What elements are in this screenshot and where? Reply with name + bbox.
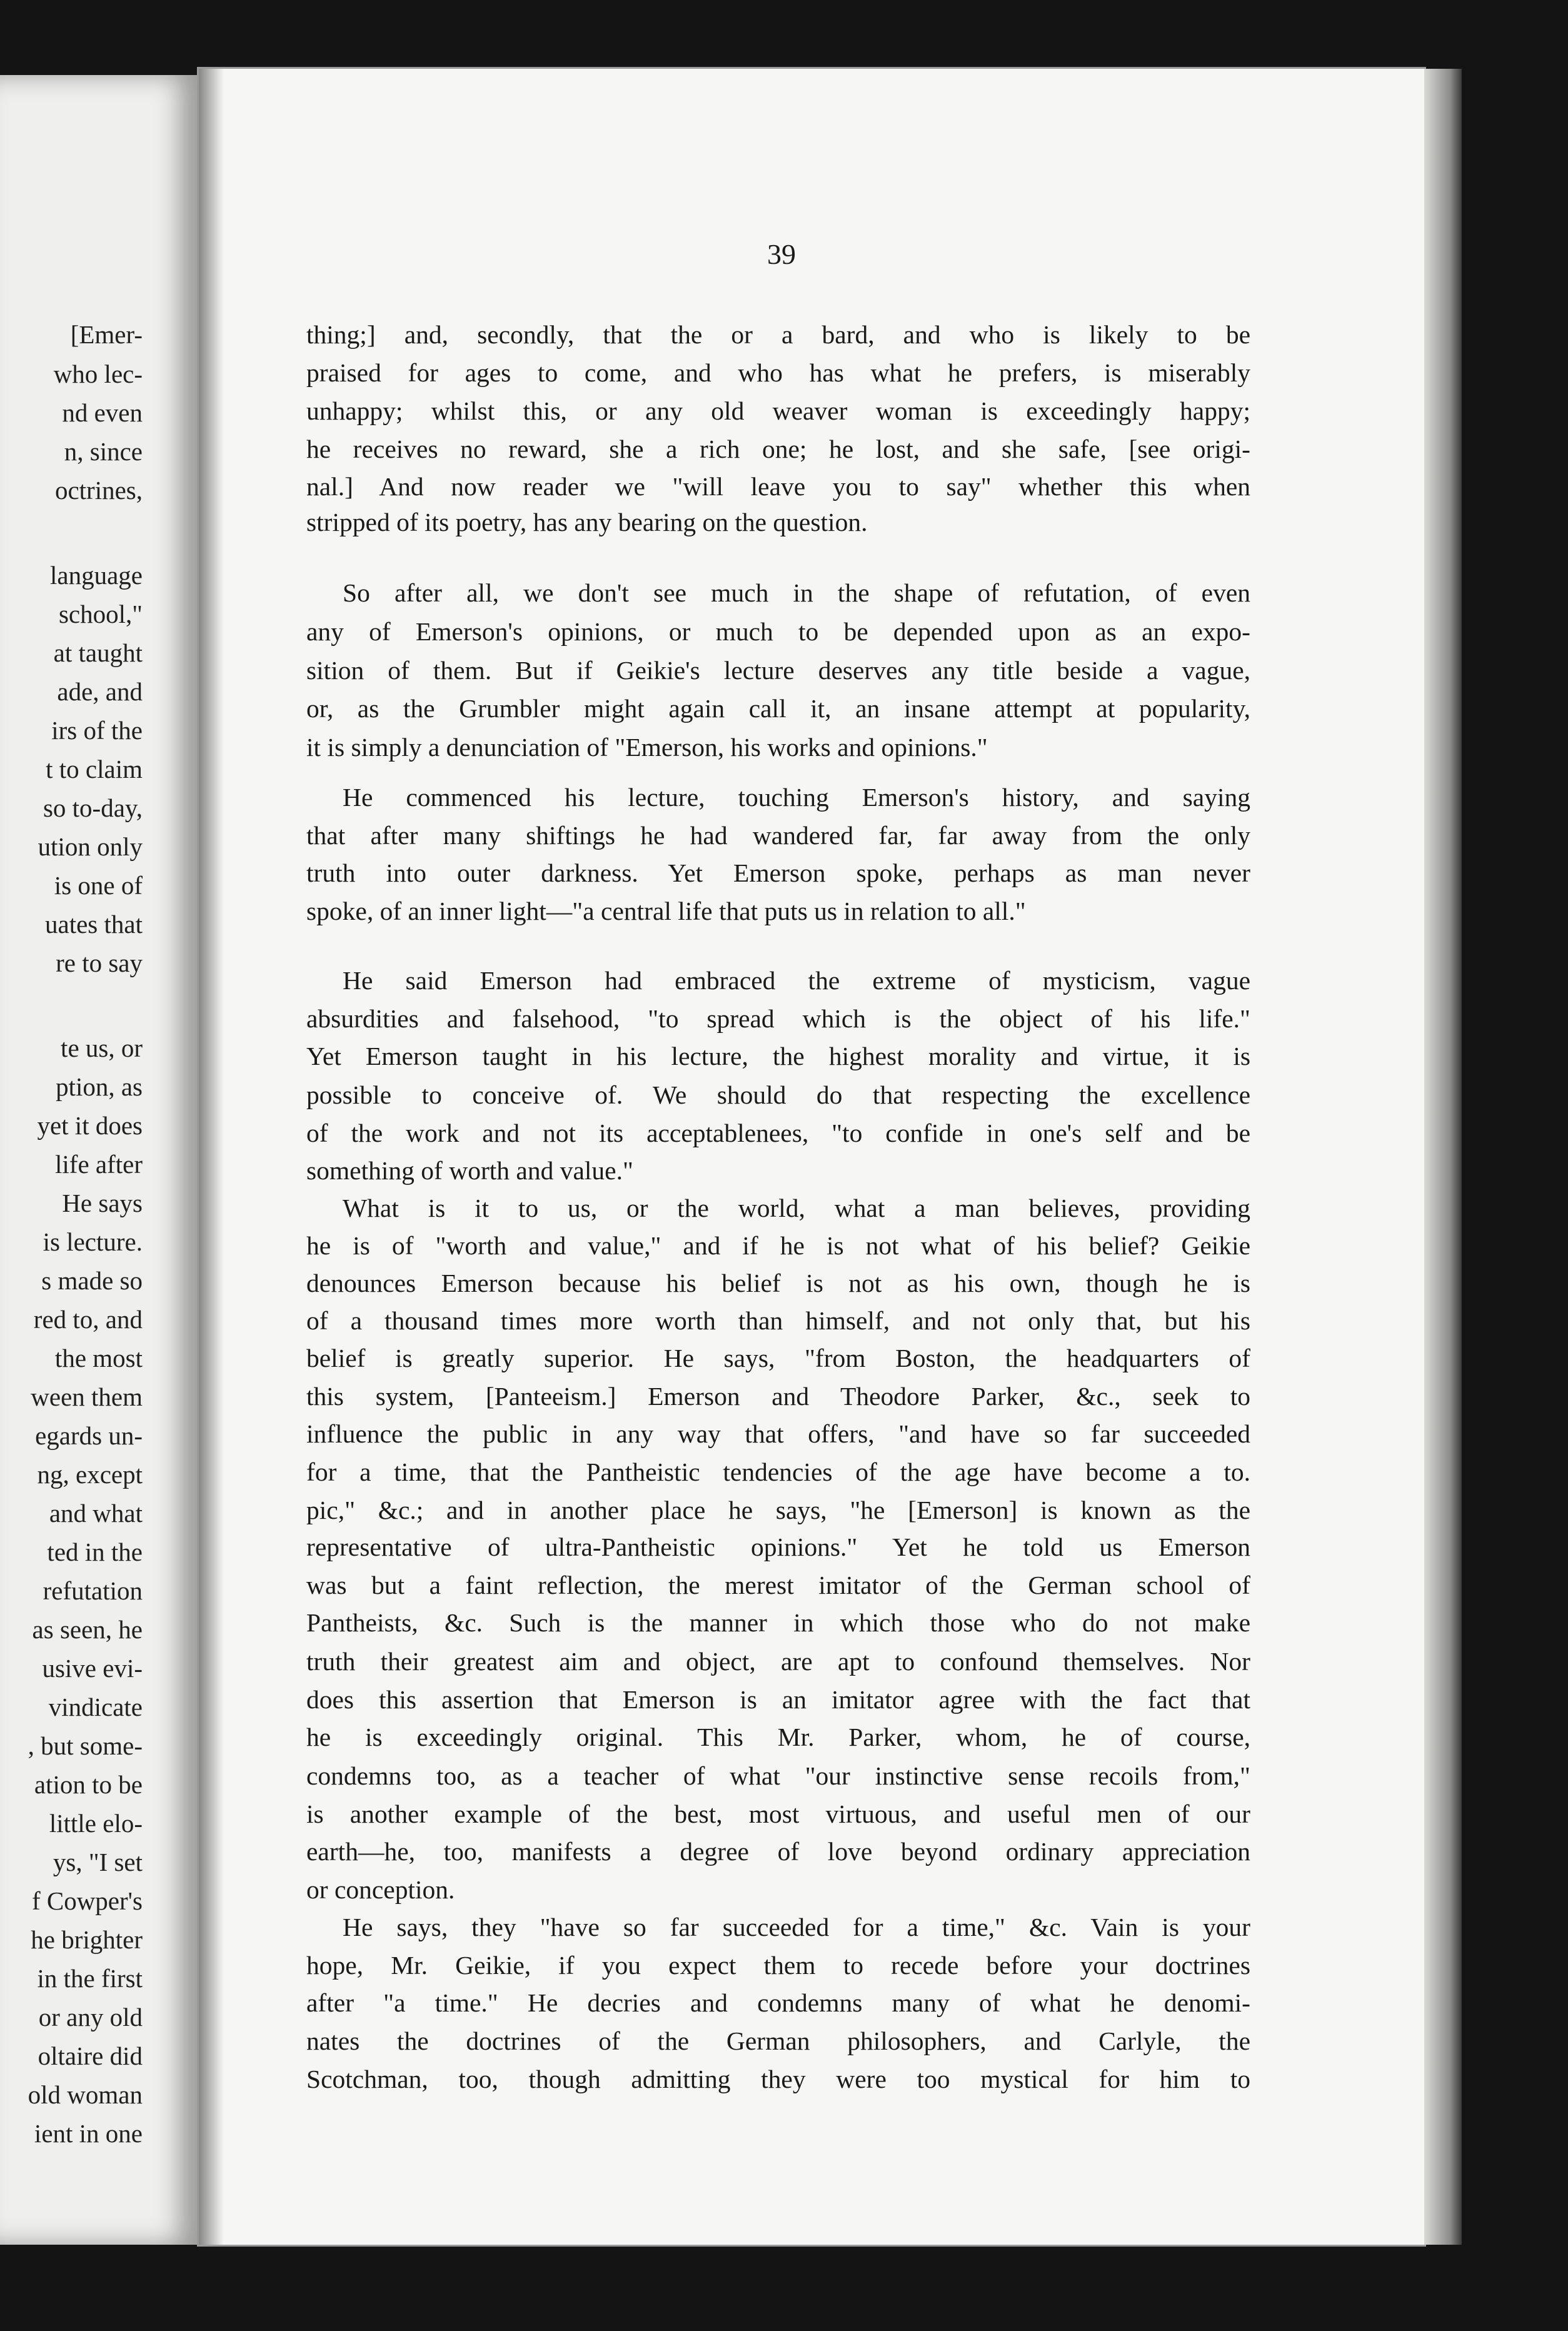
text-line: Scotchman, too, though admitting they were too mystical for him to [306, 2065, 1250, 2093]
text-line: possible to conceive of. We should do that respecting the excellence [306, 1080, 1250, 1109]
text-line: stripped of its poetry, has any bearing on the question. [306, 508, 868, 536]
text-line: What is it to us, or the world, what a man believes, providing [343, 1194, 1250, 1222]
text-line: thing;] and, secondly, that the or a bard, and who is likely to be [306, 320, 1250, 349]
text-line: He said Emerson had embraced the extreme of mysticism, vague [343, 966, 1250, 995]
left-page-line: vindicate [48, 1693, 143, 1721]
left-page-line: refutation [43, 1576, 143, 1605]
text-line: representative of ultra-Pantheistic opinions." Yet he told us Emerson [306, 1533, 1250, 1561]
left-page-line: re to say [56, 949, 143, 977]
text-line: Pantheists, &c. Such is the manner in which those who do not make [306, 1608, 1250, 1637]
text-line: that after many shiftings he had wandered far, far away from the only [306, 821, 1250, 850]
left-page-line: He says [62, 1189, 143, 1217]
left-page-line: ween them [31, 1382, 143, 1411]
left-page-line: egards un- [35, 1421, 143, 1450]
text-line: Yet Emerson taught in his lecture, the highest morality and virtue, it is [306, 1042, 1250, 1070]
text-line: condemns too, as a teacher of what "our instinctive sense recoils from," [306, 1761, 1250, 1790]
text-line: of the work and not its acceptablenees, "to confide in one's self and be [306, 1119, 1250, 1147]
text-line: absurdities and falsehood, "to spread which is the object of his life." [306, 1004, 1250, 1033]
left-page-line: in the first [37, 1964, 143, 1993]
page-edge [1424, 69, 1462, 2245]
text-line: denounces Emerson because his belief is not as his own, though he is [306, 1269, 1250, 1297]
left-page-line: life after [55, 1150, 143, 1179]
text-line: He says, they "have so far succeeded for a time," &c. Vain is your [343, 1913, 1250, 1941]
left-page-line: , but some- [28, 1731, 143, 1760]
left-page-line: at taught [53, 638, 143, 667]
left-page-line: ade, and [57, 677, 143, 706]
left-page-line: ation to be [34, 1770, 143, 1799]
left-page-line: red to, and [33, 1305, 143, 1334]
text-line: he receives no reward, she a rich one; he lost, and she safe, [see origi- [306, 435, 1250, 463]
text-line: or conception. [306, 1875, 455, 1904]
left-page-line: usive evi- [42, 1654, 143, 1683]
text-line: it is simply a denunciation of "Emerson, his works and opinions." [306, 733, 988, 762]
text-line: pic," &c.; and in another place he says, "he [Emerson] is known as the [306, 1496, 1250, 1524]
left-page-line: n, since [64, 437, 143, 466]
page-number: 39 [767, 238, 796, 270]
text-line: truth into outer darkness. Yet Emerson spoke, perhaps as man never [306, 858, 1250, 887]
text-line: he is exceedingly original. This Mr. Parker, whom, he of course, [306, 1723, 1250, 1751]
text-line: or, as the Grumbler might again call it, an insane attempt at popularity, [306, 694, 1250, 723]
text-line: hope, Mr. Geikie, if you expect them to recede before your doctrines [306, 1951, 1250, 1980]
text-line: sition of them. But if Geikie's lecture deserves any title beside a vague, [306, 656, 1250, 685]
text-line: influence the public in any way that offers, "and have so far succeeded [306, 1419, 1250, 1448]
left-page-line: little elo- [49, 1809, 143, 1838]
text-line: unhappy; whilst this, or any old weaver woman is exceedingly happy; [306, 396, 1250, 425]
left-page-line: nd even [62, 398, 143, 427]
text-line: does this assertion that Emerson is an imitator agree with the fact that [306, 1685, 1250, 1714]
left-page-line: s made so [41, 1266, 143, 1295]
left-page-line: the most [54, 1344, 143, 1372]
text-line: truth their greatest aim and object, are apt to confound themselves. Nor [306, 1647, 1250, 1676]
left-page-line: yet it does [37, 1111, 143, 1140]
left-page-line: [Emer- [70, 320, 143, 349]
left-page-line: ted in the [47, 1538, 143, 1566]
text-line: something of worth and value." [306, 1156, 633, 1185]
left-page-line: who lec- [53, 360, 143, 388]
text-line: belief is greatly superior. He says, "from Boston, the headquarters of [306, 1344, 1250, 1372]
left-page-line: is lecture. [43, 1227, 143, 1256]
left-page-line: ution only [38, 832, 143, 861]
text-line: for a time, that the Pantheistic tendencies of the age have become a to. [306, 1458, 1250, 1486]
left-page-line: school," [58, 600, 143, 628]
left-page-line: ng, except [37, 1460, 143, 1489]
text-line: he is of "worth and value," and if he is not what of his belief? Geikie [306, 1231, 1250, 1260]
left-page-line: ption, as [56, 1072, 143, 1101]
left-page-line: octrines, [54, 476, 143, 505]
text-line: praised for ages to come, and who has what he prefers, is miserably [306, 358, 1250, 387]
left-page-line: is one of [54, 871, 143, 900]
book-gutter [199, 69, 224, 2245]
left-page-line: so to-day, [43, 793, 143, 822]
left-page-line: uates that [45, 910, 143, 939]
text-line: earth—he, too, manifests a degree of love beyond ordinary appreciation [306, 1837, 1250, 1866]
left-page-line: old woman [28, 2080, 143, 2109]
left-page-line: t to claim [46, 755, 143, 783]
left-page-line: f Cowper's [31, 1886, 143, 1915]
left-page-line: ient in one [34, 2119, 143, 2148]
left-page-line: te us, or [61, 1034, 143, 1062]
left-page-line: he brighter [31, 1925, 143, 1954]
text-line: any of Emerson's opinions, or much to be depended upon as an expo- [306, 617, 1250, 646]
left-page [0, 75, 199, 2245]
left-page-line: oltaire did [38, 2042, 143, 2070]
left-page-line: and what [49, 1499, 143, 1528]
text-line: this system, [Panteeism.] Emerson and Theodore Parker, &c., seek to [306, 1382, 1250, 1411]
text-line: So after all, we don't see much in the shape of refutation, of even [343, 578, 1250, 607]
left-page-line: language [50, 561, 143, 590]
text-line: spoke, of an inner light—"a central life that puts us in relation to all." [306, 897, 1026, 925]
left-page-line: as seen, he [32, 1615, 143, 1644]
text-line: after "a time." He decries and condemns many of what he denomi- [306, 1988, 1250, 2017]
text-line: He commenced his lecture, touching Emerson's history, and saying [343, 783, 1250, 812]
text-line: of a thousand times more worth than himself, and not only that, but his [306, 1306, 1250, 1335]
text-line: nates the doctrines of the German philosophers, and Carlyle, the [306, 2026, 1250, 2055]
left-page-line: or any old [38, 2003, 143, 2031]
text-line: is another example of the best, most virtuous, and useful men of our [306, 1800, 1250, 1828]
left-page-line: ys, "I set [53, 1848, 143, 1876]
text-line: nal.] And now reader we "will leave you to say" whether this when [306, 472, 1250, 501]
text-line: was but a faint reflection, the merest imitator of the German school of [306, 1571, 1250, 1599]
left-page-line: irs of the [51, 716, 143, 745]
